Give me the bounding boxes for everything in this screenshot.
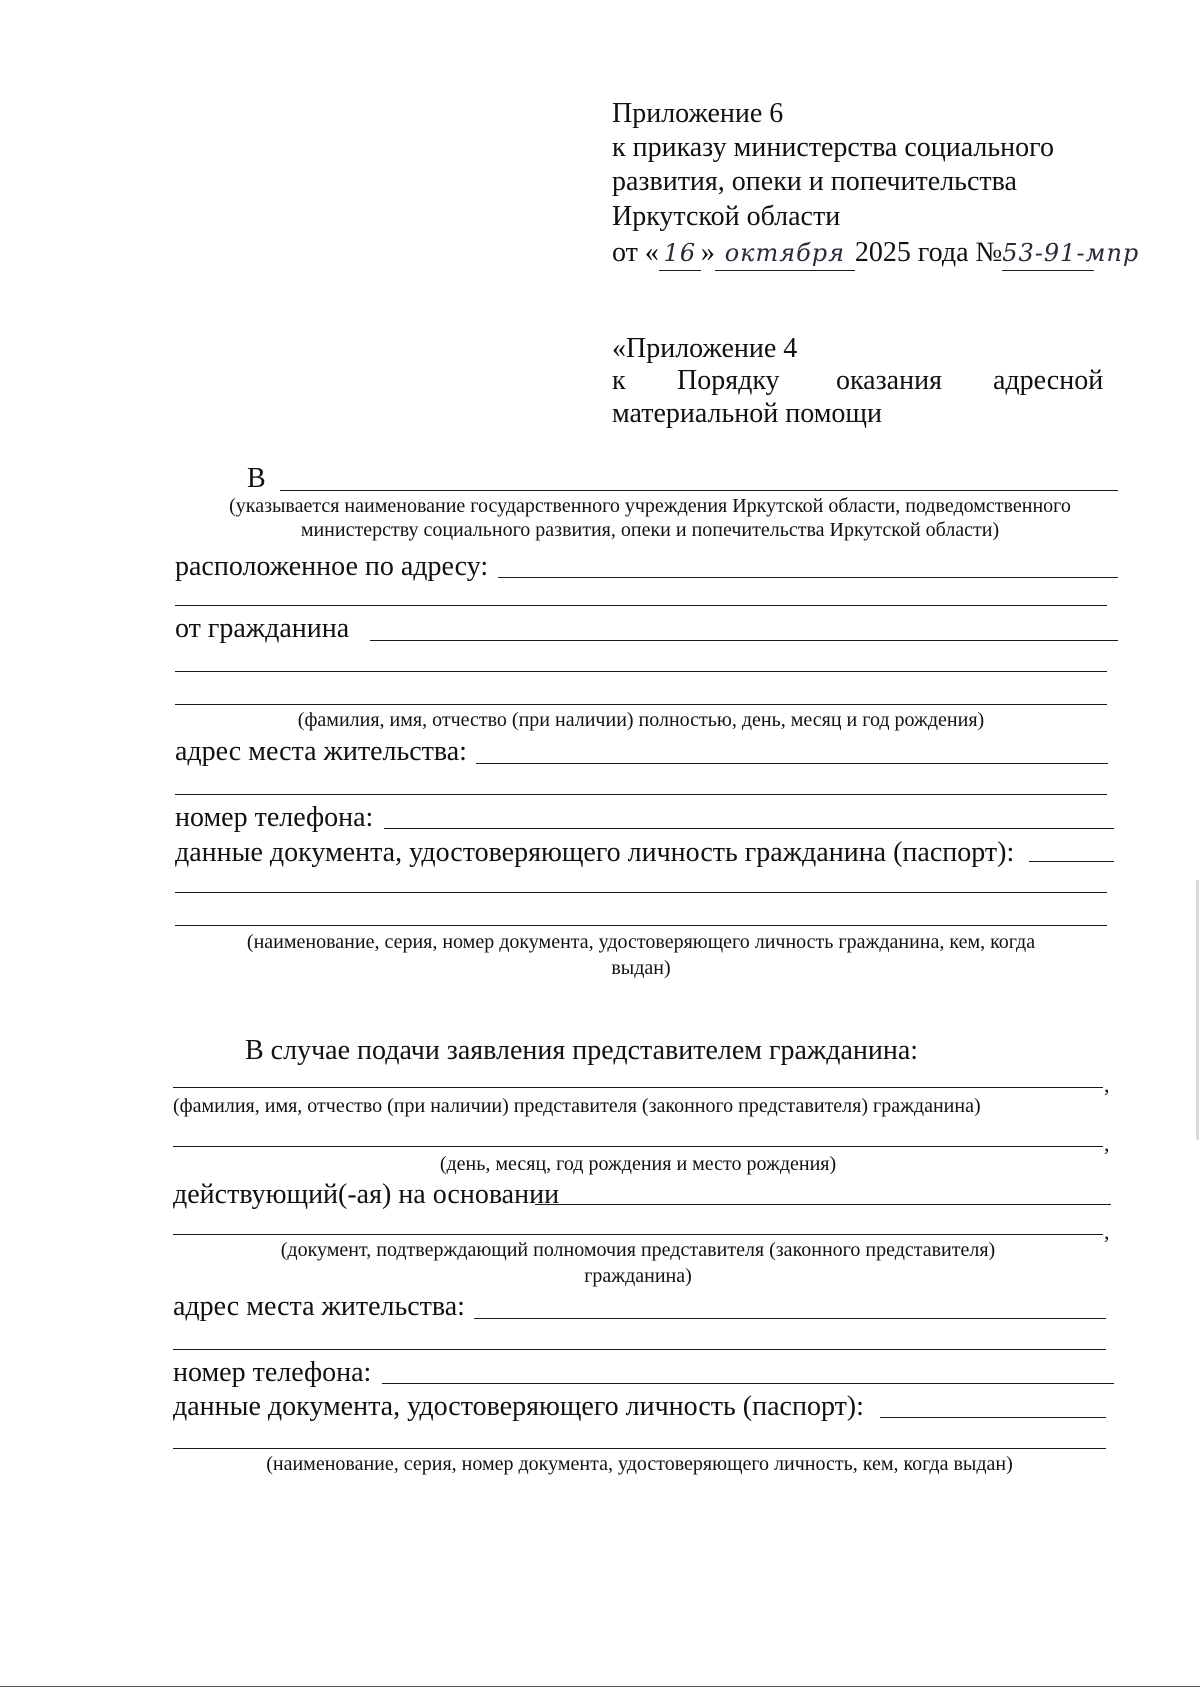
date-month: октября — [724, 239, 846, 267]
appendix-4-line-w3: адресной — [993, 365, 1104, 396]
appendix-4-line-w2: оказания — [836, 365, 942, 396]
rep-residence-label: адрес места жительства: — [173, 1291, 465, 1322]
rep-phone-label: номер телефона: — [173, 1357, 372, 1388]
doc-field[interactable] — [1029, 861, 1114, 862]
scan-edge-mark — [1196, 880, 1199, 1140]
rep-birth-field[interactable] — [173, 1146, 1103, 1147]
comma: , — [1104, 1131, 1110, 1156]
date-year: 2025 года № — [854, 237, 1003, 268]
date-prefix: от « — [612, 237, 659, 268]
phone-label: номер телефона: — [175, 802, 374, 833]
comma: , — [1104, 1219, 1110, 1244]
appendix-line: развития, опеки и попечительства — [612, 166, 1017, 197]
rep-name-field[interactable] — [173, 1087, 1103, 1088]
representative-heading: В случае подачи заявления представителем гражданина: — [245, 1035, 919, 1066]
appendix-4-line-w1: Порядку — [677, 365, 780, 396]
appendix-title: Приложение 6 — [612, 98, 784, 129]
appendix-4-title: «Приложение 4 — [612, 333, 798, 364]
rep-phone-field[interactable] — [382, 1383, 1114, 1384]
order-number: 53-91-мпр — [1002, 239, 1140, 267]
basis-field[interactable] — [535, 1204, 1111, 1205]
basis-field-line2[interactable] — [173, 1234, 1103, 1235]
note-basis: гражданина) — [584, 1265, 692, 1287]
citizen-field-line3[interactable] — [175, 704, 1107, 705]
note-rep-birth: (день, месяц, год рождения и место рождения) — [439, 1153, 837, 1175]
order-date-line — [612, 236, 1140, 271]
note-rep-doc: (наименование, серия, номер документа, удостоверяющего личность, кем, когда выдан) — [266, 1453, 1013, 1475]
doc-field-line3[interactable] — [175, 925, 1107, 926]
rep-doc-field-line2[interactable] — [173, 1448, 1106, 1449]
appendix-4-line: материальной помощи — [612, 398, 882, 429]
scan-bottom-edge — [0, 1686, 1200, 1687]
residence-field-line2[interactable] — [175, 794, 1107, 795]
appendix-line: к приказу министерства социального — [612, 132, 1054, 163]
note-rep-name: (фамилия, имя, отчество (при наличии) представителя (законного представителя) гражданина) — [173, 1095, 981, 1117]
institution-field[interactable] — [280, 490, 1118, 491]
date-day-field — [659, 236, 701, 271]
citizen-label: от гражданина — [175, 613, 350, 644]
date-day: 16 — [663, 239, 697, 267]
citizen-field-line2[interactable] — [175, 671, 1107, 672]
date-mid: » — [700, 237, 715, 268]
appendix-line: Иркутской области — [612, 201, 841, 232]
address-field-line2[interactable] — [175, 605, 1107, 606]
comma: , — [1104, 1072, 1110, 1097]
citizen-field[interactable] — [370, 640, 1118, 641]
note-basis: (документ, подтверждающий полномочия представителя (законного представителя) — [280, 1239, 996, 1261]
basis-label: действующий(-ая) на основании — [173, 1179, 560, 1210]
address-field[interactable] — [498, 577, 1118, 578]
phone-field[interactable] — [384, 828, 1114, 829]
residence-label: адрес места жительства: — [175, 736, 467, 767]
note-doc: (наименование, серия, номер документа, удостоверяющего личность гражданина, кем, когда — [246, 931, 1036, 953]
rep-residence-field-line2[interactable] — [173, 1349, 1106, 1350]
rep-doc-label: данные документа, удостоверяющего личность (паспорт): — [173, 1391, 864, 1422]
appendix-4-line-k: к — [612, 365, 626, 396]
note-institution: министерству социального развития, опеки и попечительства Иркутской области) — [300, 519, 1000, 541]
note-doc: выдан) — [611, 957, 671, 979]
address-label: расположенное по адресу: — [175, 551, 489, 582]
doc-field-line2[interactable] — [175, 892, 1107, 893]
note-citizen: (фамилия, имя, отчество (при наличии) полностью, день, месяц и год рождения) — [297, 709, 985, 731]
rep-residence-field[interactable] — [474, 1318, 1106, 1319]
doc-label: данные документа, удостоверяющего личность гражданина (паспорт): — [175, 837, 1015, 868]
date-month-field — [715, 236, 855, 271]
order-number-field — [1002, 236, 1140, 271]
rep-doc-field[interactable] — [880, 1417, 1106, 1418]
to-prefix: В — [247, 463, 266, 494]
residence-field[interactable] — [476, 763, 1108, 764]
note-institution: (указывается наименование государственного учреждения Иркутской области, подведомственного — [229, 495, 1071, 517]
